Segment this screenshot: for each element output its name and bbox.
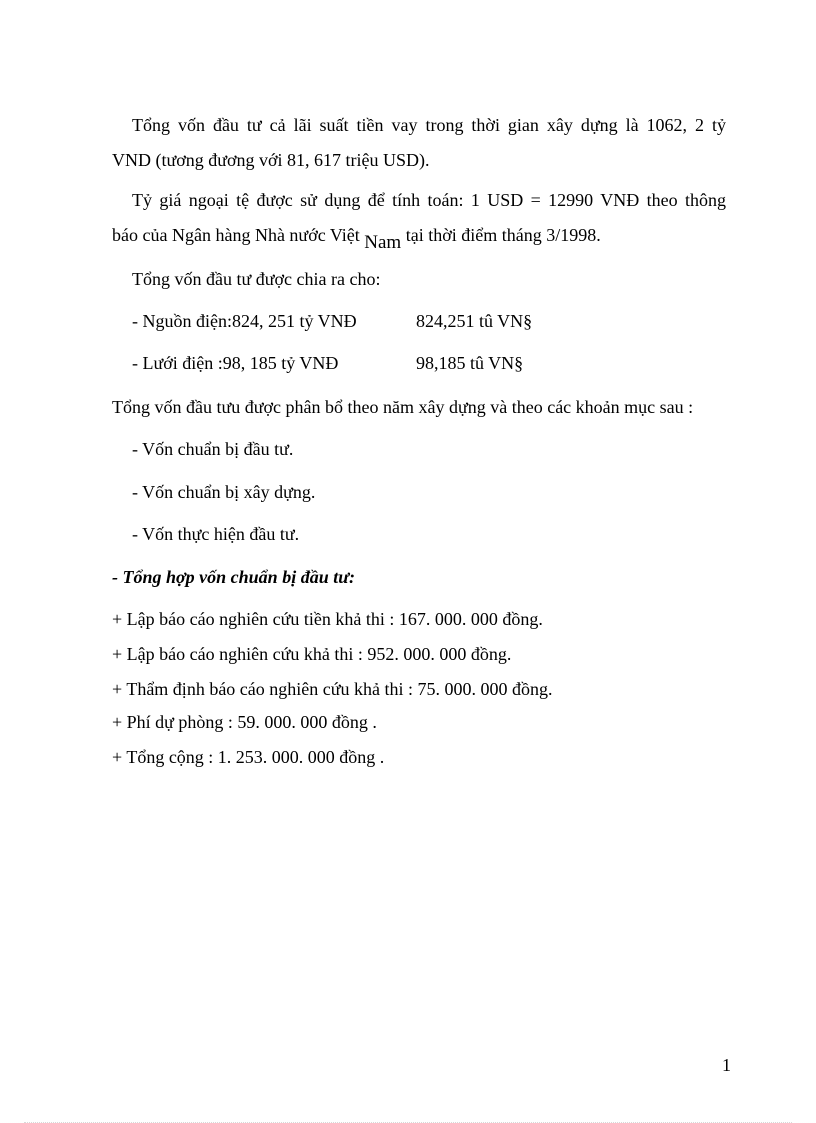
allocation-item: - Vốn thực hiện đầu tư. bbox=[132, 524, 300, 544]
intro-line-1: Tổng vốn đầu tư cả lãi suất tiền vay trong thời gian xây dựng là 1062, 2 tỷ bbox=[132, 115, 726, 135]
split-item-label: - Lưới điện :98, 185 tỷ VNĐ bbox=[132, 353, 339, 373]
allocation-item: - Vốn chuẩn bị đầu tư. bbox=[132, 439, 294, 459]
summary-item: + Lập báo cáo nghiên cứu tiền khả thi : 167. 000. 000 đồng. bbox=[112, 609, 543, 629]
summary-heading: - Tổng hợp vốn chuẩn bị đầu tư: bbox=[112, 567, 355, 587]
exchange-line-2 bbox=[112, 225, 726, 253]
summary-item: + Lập báo cáo nghiên cứu khả thi : 952. 000. 000 đồng. bbox=[112, 644, 512, 664]
allocation-item: - Vốn chuẩn bị xây dựng. bbox=[132, 482, 316, 502]
split-item-label: - Nguồn điện:824, 251 tỷ VNĐ bbox=[132, 311, 357, 331]
summary-total: + Tổng cộng : 1. 253. 000. 000 đồng . bbox=[112, 747, 385, 767]
exchange-line-2-before: báo của Ngân hàng Nhà nước Việt bbox=[112, 225, 365, 245]
intro-line-2: VND (tương đương với 81, 617 triệu USD). bbox=[112, 150, 430, 170]
summary-item: + Phí dự phòng : 59. 000. 000 đồng . bbox=[112, 712, 377, 732]
allocation-heading: Tổng vốn đầu tưu được phân bổ theo năm xây dựng và theo các khoản mục sau : bbox=[112, 397, 694, 417]
split-item-grid bbox=[132, 354, 726, 372]
split-item-power-source bbox=[132, 312, 726, 330]
split-heading: Tổng vốn đầu tư được chia ra cho: bbox=[132, 269, 381, 289]
exchange-line-2-subscript: Nam bbox=[364, 232, 402, 253]
summary-item: + Thẩm định báo cáo nghiên cứu khả thi : 75. 000. 000 đồng. bbox=[112, 679, 553, 699]
page-number: 1 bbox=[722, 1055, 731, 1075]
exchange-line-2-after: tại thời điểm tháng 3/1998. bbox=[401, 225, 601, 245]
split-item-value: 824,251 tû VN§ bbox=[416, 311, 533, 331]
exchange-line-1: Tỷ giá ngoại tệ được sử dụng để tính toán: 1 USD = 12990 VNĐ theo thông bbox=[132, 190, 726, 210]
split-item-value: 98,185 tû VN§ bbox=[416, 353, 524, 373]
